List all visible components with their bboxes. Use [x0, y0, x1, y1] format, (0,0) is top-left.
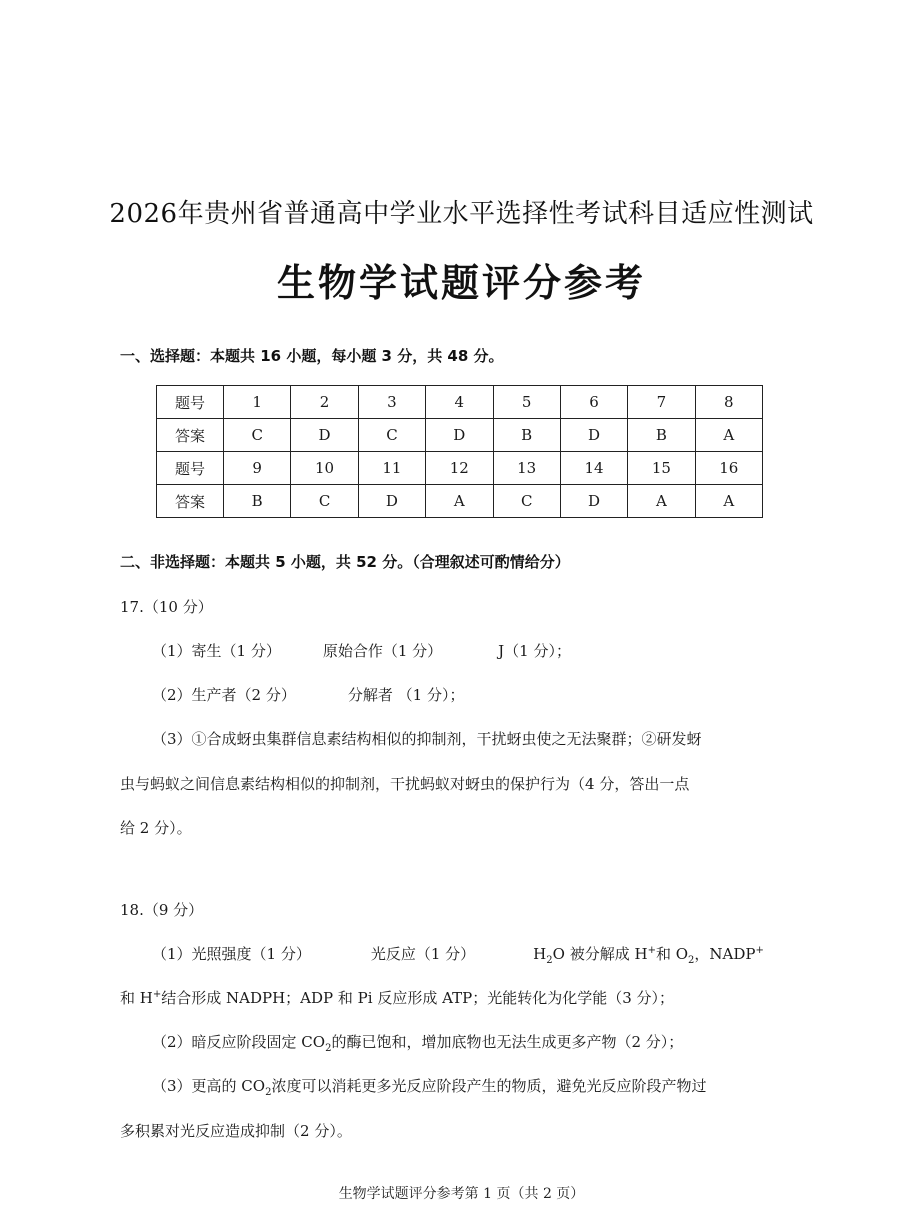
q18-heading: 18.（9 分）: [120, 901, 204, 919]
answer-table: [156, 385, 763, 518]
q17-part2-a: （2）生产者（2 分）: [152, 686, 296, 704]
question-number: 3: [358, 386, 425, 419]
q17-part2-b: 分解者 （1 分）；: [347, 686, 465, 704]
answer-cell: B: [628, 419, 695, 452]
q18-part3-line1: （3）更高的 $CO_2$浓度可以消耗更多光反应阶段产生的物质，避免光反应阶段产物过: [152, 1077, 707, 1098]
q17-part1-a: （1）寄生（1 分）: [152, 642, 281, 660]
question-number: 4: [426, 386, 493, 419]
answer-cell: D: [426, 419, 493, 452]
section2-heading: 二、非选择题：本题共 5 小题，共 52 分。（合理叙述可酌情给分）: [120, 553, 570, 571]
q18-part1-line1: [152, 943, 764, 966]
answer-cell: C: [224, 419, 291, 452]
answer-cell: C: [291, 485, 358, 518]
q17-part1-b: 原始合作（1 分）: [322, 642, 443, 660]
q18-part1-a: （1）光照强度（1 分）: [152, 945, 311, 963]
answer-cell: D: [560, 485, 627, 518]
q17-part2: [152, 684, 464, 705]
answer-cell: B: [224, 485, 291, 518]
answer-cell: C: [493, 485, 560, 518]
question-number: 6: [560, 386, 627, 419]
table-row: [157, 485, 763, 518]
section1-heading: 一、选择题：本题共 16 小题，每小题 3 分，共 48 分。: [120, 347, 504, 365]
question-number: 7: [628, 386, 695, 419]
answer-cell: A: [695, 485, 762, 518]
answer-cell: A: [695, 419, 762, 452]
q18-part2: （2）暗反应阶段固定 $CO_2$的酶已饱和，增加底物也无法生成更多产物（2 分）；: [152, 1033, 684, 1054]
page-footer: 生物学试题评分参考第 1 页（共 2 页）: [338, 1186, 585, 1202]
question-number: 2: [291, 386, 358, 419]
q17-part3-line1: （3）①合成蚜虫集群信息素结构相似的抑制剂，干扰蚜虫使之无法聚群；②研发蚜: [152, 730, 702, 748]
q17-heading: 17.（10 分）: [120, 598, 213, 616]
question-number: 8: [695, 386, 762, 419]
answer-cell: D: [560, 419, 627, 452]
question-number: 9: [224, 452, 291, 485]
question-number: 5: [493, 386, 560, 419]
row-label: 答案: [157, 419, 224, 452]
row-label: 题号: [157, 452, 224, 485]
answer-cell: C: [358, 419, 425, 452]
doc-title: 生物学试题评分参考: [276, 261, 646, 305]
table-row: [157, 419, 763, 452]
q17-part3-line3: 给 2 分）。: [120, 819, 192, 837]
answer-cell: B: [493, 419, 560, 452]
question-number: 12: [426, 452, 493, 485]
answer-cell: A: [628, 485, 695, 518]
question-number: 14: [560, 452, 627, 485]
table-row: [157, 452, 763, 485]
question-number: 11: [358, 452, 425, 485]
question-number: 15: [628, 452, 695, 485]
q17-part3-line2: 虫与蚂蚁之间信息素结构相似的抑制剂，干扰蚂蚁对蚜虫的保护行为（4 分，答出一点: [120, 775, 690, 793]
q17-part1: [152, 640, 571, 661]
exam-title: 2026年贵州省普通高中学业水平选择性考试科目适应性测试: [109, 199, 814, 229]
table-row: [157, 386, 763, 419]
q18-part1-b: 光反应（1 分）: [370, 945, 476, 963]
answer-cell: D: [291, 419, 358, 452]
q18-part1-c: $H_2O$ 被分解成 H+和 $O_2$，NADP+: [533, 945, 764, 966]
question-number: 10: [291, 452, 358, 485]
answer-cell: D: [358, 485, 425, 518]
q17-part1-c: J（1 分）；: [498, 642, 571, 660]
question-number: 13: [493, 452, 560, 485]
q18-part3-line2: 多积累对光反应造成抑制（2 分）。: [120, 1122, 352, 1140]
question-number: 1: [224, 386, 291, 419]
q18-part1-line2: 和 H+结合形成 NADPH；ADP 和 Pi 反应形成 ATP；光能转化为化学能（3 分）；: [120, 989, 675, 1007]
row-label: 答案: [157, 485, 224, 518]
answer-cell: A: [426, 485, 493, 518]
row-label: 题号: [157, 386, 224, 419]
question-number: 16: [695, 452, 762, 485]
